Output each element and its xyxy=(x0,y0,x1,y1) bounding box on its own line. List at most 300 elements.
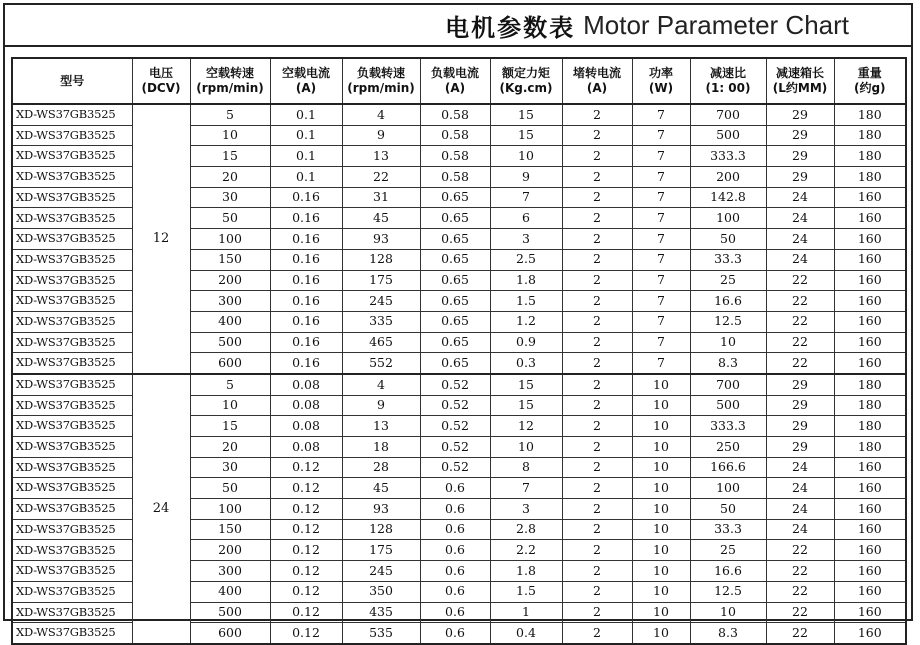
cell-gearbox-length: 22 xyxy=(766,602,834,623)
cell-no-load-speed: 5 xyxy=(190,104,270,125)
cell-no-load-speed: 30 xyxy=(190,187,270,208)
cell-stall-current: 2 xyxy=(562,125,632,146)
cell-model: XD-WS37GB3525 xyxy=(12,270,132,291)
cell-model: XD-WS37GB3525 xyxy=(12,146,132,167)
cell-rated-torque: 0.9 xyxy=(490,332,562,353)
title-english: Motor Parameter Chart xyxy=(583,9,849,40)
cell-load-speed: 13 xyxy=(342,416,420,437)
cell-no-load-speed: 150 xyxy=(190,249,270,270)
cell-load-current: 0.52 xyxy=(420,374,490,395)
cell-no-load-current: 0.12 xyxy=(270,581,342,602)
cell-power: 7 xyxy=(632,353,690,374)
cell-no-load-speed: 10 xyxy=(190,125,270,146)
cell-gearbox-length: 29 xyxy=(766,416,834,437)
cell-no-load-speed: 20 xyxy=(190,437,270,458)
cell-load-current: 0.52 xyxy=(420,395,490,416)
cell-stall-current: 2 xyxy=(562,249,632,270)
cell-load-current: 0.52 xyxy=(420,416,490,437)
cell-stall-current: 2 xyxy=(562,187,632,208)
cell-load-current: 0.65 xyxy=(420,311,490,332)
cell-load-current: 0.52 xyxy=(420,457,490,478)
cell-load-speed: 4 xyxy=(342,374,420,395)
cell-gearbox-length: 24 xyxy=(766,499,834,520)
cell-gearbox-length: 29 xyxy=(766,146,834,167)
cell-model: XD-WS37GB3525 xyxy=(12,167,132,188)
cell-no-load-speed: 15 xyxy=(190,416,270,437)
header-weight: 重量 (约g) xyxy=(834,58,906,104)
cell-power: 7 xyxy=(632,229,690,250)
cell-rated-torque: 1 xyxy=(490,602,562,623)
cell-gearbox-length: 22 xyxy=(766,561,834,582)
cell-load-speed: 93 xyxy=(342,499,420,520)
cell-reduction-ratio: 16.6 xyxy=(690,291,766,312)
cell-weight: 180 xyxy=(834,395,906,416)
cell-model: XD-WS37GB3525 xyxy=(12,499,132,520)
cell-no-load-current: 0.12 xyxy=(270,602,342,623)
cell-no-load-current: 0.12 xyxy=(270,561,342,582)
cell-load-speed: 93 xyxy=(342,229,420,250)
cell-stall-current: 2 xyxy=(562,291,632,312)
cell-reduction-ratio: 200 xyxy=(690,167,766,188)
cell-load-speed: 552 xyxy=(342,353,420,374)
header-voltage: 电压 (DCV) xyxy=(132,58,190,104)
cell-rated-torque: 12 xyxy=(490,416,562,437)
cell-no-load-speed: 200 xyxy=(190,540,270,561)
cell-model: XD-WS37GB3525 xyxy=(12,104,132,125)
cell-no-load-current: 0.16 xyxy=(270,332,342,353)
cell-no-load-current: 0.12 xyxy=(270,499,342,520)
cell-reduction-ratio: 8.3 xyxy=(690,623,766,644)
cell-no-load-current: 0.16 xyxy=(270,187,342,208)
cell-no-load-current: 0.16 xyxy=(270,249,342,270)
cell-power: 10 xyxy=(632,437,690,458)
cell-model: XD-WS37GB3525 xyxy=(12,519,132,540)
cell-power: 10 xyxy=(632,540,690,561)
cell-no-load-current: 0.08 xyxy=(270,395,342,416)
cell-no-load-current: 0.08 xyxy=(270,437,342,458)
header-rated-torque: 额定力矩 (Kg.cm) xyxy=(490,58,562,104)
cell-model: XD-WS37GB3525 xyxy=(12,437,132,458)
cell-power: 10 xyxy=(632,499,690,520)
cell-rated-torque: 1.2 xyxy=(490,311,562,332)
cell-stall-current: 2 xyxy=(562,332,632,353)
cell-no-load-current: 0.16 xyxy=(270,291,342,312)
cell-weight: 160 xyxy=(834,623,906,644)
cell-no-load-current: 0.08 xyxy=(270,374,342,395)
cell-reduction-ratio: 700 xyxy=(690,374,766,395)
cell-reduction-ratio: 16.6 xyxy=(690,561,766,582)
cell-rated-torque: 15 xyxy=(490,395,562,416)
cell-weight: 160 xyxy=(834,270,906,291)
cell-power: 7 xyxy=(632,270,690,291)
cell-reduction-ratio: 33.3 xyxy=(690,249,766,270)
header-reduction-ratio: 减速比 (1: 00) xyxy=(690,58,766,104)
cell-model: XD-WS37GB3525 xyxy=(12,187,132,208)
cell-load-speed: 435 xyxy=(342,602,420,623)
cell-reduction-ratio: 100 xyxy=(690,478,766,499)
cell-stall-current: 2 xyxy=(562,104,632,125)
cell-weight: 160 xyxy=(834,291,906,312)
cell-load-current: 0.6 xyxy=(420,499,490,520)
cell-no-load-current: 0.16 xyxy=(270,353,342,374)
cell-no-load-speed: 150 xyxy=(190,519,270,540)
cell-weight: 180 xyxy=(834,437,906,458)
cell-gearbox-length: 24 xyxy=(766,187,834,208)
cell-weight: 180 xyxy=(834,125,906,146)
cell-load-speed: 245 xyxy=(342,561,420,582)
cell-stall-current: 2 xyxy=(562,229,632,250)
cell-rated-torque: 3 xyxy=(490,499,562,520)
cell-weight: 160 xyxy=(834,353,906,374)
cell-no-load-speed: 50 xyxy=(190,478,270,499)
cell-no-load-speed: 600 xyxy=(190,623,270,644)
cell-power: 7 xyxy=(632,187,690,208)
cell-model: XD-WS37GB3525 xyxy=(12,416,132,437)
cell-no-load-current: 0.12 xyxy=(270,540,342,561)
parameter-table-wrap xyxy=(11,57,905,640)
cell-model: XD-WS37GB3525 xyxy=(12,457,132,478)
cell-no-load-current: 0.16 xyxy=(270,311,342,332)
cell-stall-current: 2 xyxy=(562,478,632,499)
cell-reduction-ratio: 142.8 xyxy=(690,187,766,208)
cell-power: 10 xyxy=(632,395,690,416)
cell-rated-torque: 7 xyxy=(490,187,562,208)
header-load-current: 负载电流 (A) xyxy=(420,58,490,104)
cell-weight: 160 xyxy=(834,332,906,353)
cell-gearbox-length: 22 xyxy=(766,540,834,561)
cell-model: XD-WS37GB3525 xyxy=(12,374,132,395)
cell-model: XD-WS37GB3525 xyxy=(12,353,132,374)
cell-rated-torque: 6 xyxy=(490,208,562,229)
cell-load-current: 0.58 xyxy=(420,125,490,146)
cell-no-load-current: 0.16 xyxy=(270,208,342,229)
cell-power: 10 xyxy=(632,623,690,644)
cell-gearbox-length: 24 xyxy=(766,208,834,229)
cell-stall-current: 2 xyxy=(562,457,632,478)
cell-reduction-ratio: 8.3 xyxy=(690,353,766,374)
cell-rated-torque: 1.5 xyxy=(490,291,562,312)
cell-load-current: 0.6 xyxy=(420,561,490,582)
cell-no-load-speed: 10 xyxy=(190,395,270,416)
cell-reduction-ratio: 333.3 xyxy=(690,416,766,437)
cell-no-load-current: 0.1 xyxy=(270,167,342,188)
cell-rated-torque: 2.5 xyxy=(490,249,562,270)
cell-no-load-current: 0.16 xyxy=(270,270,342,291)
cell-load-speed: 350 xyxy=(342,581,420,602)
cell-model: XD-WS37GB3525 xyxy=(12,623,132,644)
header-model: 型号 xyxy=(12,58,132,104)
cell-power: 7 xyxy=(632,311,690,332)
cell-gearbox-length: 24 xyxy=(766,457,834,478)
title-chinese: 电机参数表 xyxy=(445,13,576,42)
cell-model: XD-WS37GB3525 xyxy=(12,125,132,146)
cell-gearbox-length: 22 xyxy=(766,353,834,374)
cell-load-current: 0.58 xyxy=(420,146,490,167)
cell-weight: 180 xyxy=(834,104,906,125)
cell-reduction-ratio: 166.6 xyxy=(690,457,766,478)
cell-reduction-ratio: 500 xyxy=(690,395,766,416)
cell-load-speed: 245 xyxy=(342,291,420,312)
cell-no-load-speed: 500 xyxy=(190,602,270,623)
cell-weight: 160 xyxy=(834,581,906,602)
cell-load-current: 0.65 xyxy=(420,332,490,353)
cell-stall-current: 2 xyxy=(562,208,632,229)
cell-reduction-ratio: 500 xyxy=(690,125,766,146)
cell-no-load-speed: 5 xyxy=(190,374,270,395)
cell-load-current: 0.65 xyxy=(420,270,490,291)
cell-load-speed: 9 xyxy=(342,395,420,416)
cell-model: XD-WS37GB3525 xyxy=(12,602,132,623)
header-no-load-current: 空载电流 (A) xyxy=(270,58,342,104)
cell-gearbox-length: 29 xyxy=(766,437,834,458)
cell-load-current: 0.65 xyxy=(420,249,490,270)
cell-weight: 160 xyxy=(834,187,906,208)
cell-load-current: 0.6 xyxy=(420,602,490,623)
parameter-table xyxy=(11,57,907,645)
cell-stall-current: 2 xyxy=(562,499,632,520)
cell-load-current: 0.6 xyxy=(420,478,490,499)
cell-load-current: 0.6 xyxy=(420,540,490,561)
cell-weight: 180 xyxy=(834,167,906,188)
cell-stall-current: 2 xyxy=(562,437,632,458)
cell-load-speed: 45 xyxy=(342,478,420,499)
cell-no-load-speed: 400 xyxy=(190,581,270,602)
cell-power: 10 xyxy=(632,416,690,437)
cell-rated-torque: 10 xyxy=(490,437,562,458)
cell-load-current: 0.65 xyxy=(420,353,490,374)
cell-reduction-ratio: 700 xyxy=(690,104,766,125)
cell-load-current: 0.65 xyxy=(420,229,490,250)
cell-power: 7 xyxy=(632,146,690,167)
cell-gearbox-length: 24 xyxy=(766,519,834,540)
cell-no-load-current: 0.1 xyxy=(270,146,342,167)
cell-model: XD-WS37GB3525 xyxy=(12,208,132,229)
cell-gearbox-length: 24 xyxy=(766,229,834,250)
cell-stall-current: 2 xyxy=(562,602,632,623)
cell-no-load-speed: 100 xyxy=(190,229,270,250)
cell-model: XD-WS37GB3525 xyxy=(12,478,132,499)
cell-model: XD-WS37GB3525 xyxy=(12,395,132,416)
cell-stall-current: 2 xyxy=(562,167,632,188)
cell-model: XD-WS37GB3525 xyxy=(12,561,132,582)
cell-no-load-current: 0.12 xyxy=(270,519,342,540)
table-row xyxy=(12,374,906,395)
cell-reduction-ratio: 50 xyxy=(690,229,766,250)
cell-power: 10 xyxy=(632,602,690,623)
cell-reduction-ratio: 12.5 xyxy=(690,311,766,332)
cell-load-speed: 175 xyxy=(342,540,420,561)
cell-reduction-ratio: 10 xyxy=(690,332,766,353)
cell-power: 7 xyxy=(632,208,690,229)
cell-gearbox-length: 29 xyxy=(766,374,834,395)
cell-rated-torque: 0.4 xyxy=(490,623,562,644)
cell-stall-current: 2 xyxy=(562,146,632,167)
cell-load-speed: 175 xyxy=(342,270,420,291)
cell-no-load-speed: 300 xyxy=(190,291,270,312)
cell-load-speed: 465 xyxy=(342,332,420,353)
cell-stall-current: 2 xyxy=(562,311,632,332)
cell-load-speed: 535 xyxy=(342,623,420,644)
cell-gearbox-length: 29 xyxy=(766,395,834,416)
cell-reduction-ratio: 50 xyxy=(690,499,766,520)
cell-reduction-ratio: 25 xyxy=(690,270,766,291)
chart-frame xyxy=(3,3,913,640)
cell-weight: 180 xyxy=(834,416,906,437)
cell-no-load-speed: 50 xyxy=(190,208,270,229)
cell-load-speed: 13 xyxy=(342,146,420,167)
cell-weight: 180 xyxy=(834,146,906,167)
cell-weight: 160 xyxy=(834,208,906,229)
cell-voltage: 12 xyxy=(132,104,190,374)
cell-load-current: 0.6 xyxy=(420,519,490,540)
cell-no-load-current: 0.1 xyxy=(270,125,342,146)
cell-stall-current: 2 xyxy=(562,416,632,437)
cell-power: 10 xyxy=(632,478,690,499)
cell-model: XD-WS37GB3525 xyxy=(12,540,132,561)
cell-power: 7 xyxy=(632,291,690,312)
cell-reduction-ratio: 250 xyxy=(690,437,766,458)
cell-weight: 160 xyxy=(834,519,906,540)
cell-no-load-speed: 20 xyxy=(190,167,270,188)
cell-power: 7 xyxy=(632,332,690,353)
header-no-load-speed: 空载转速 (rpm/min) xyxy=(190,58,270,104)
cell-rated-torque: 3 xyxy=(490,229,562,250)
cell-no-load-current: 0.1 xyxy=(270,104,342,125)
cell-weight: 160 xyxy=(834,457,906,478)
cell-reduction-ratio: 333.3 xyxy=(690,146,766,167)
cell-model: XD-WS37GB3525 xyxy=(12,581,132,602)
cell-rated-torque: 1.8 xyxy=(490,561,562,582)
cell-stall-current: 2 xyxy=(562,374,632,395)
cell-load-speed: 128 xyxy=(342,519,420,540)
cell-weight: 160 xyxy=(834,311,906,332)
header-gearbox-length: 减速箱长 (L约MM) xyxy=(766,58,834,104)
cell-rated-torque: 8 xyxy=(490,457,562,478)
cell-load-current: 0.65 xyxy=(420,208,490,229)
cell-stall-current: 2 xyxy=(562,540,632,561)
cell-weight: 160 xyxy=(834,499,906,520)
cell-power: 10 xyxy=(632,519,690,540)
cell-load-speed: 128 xyxy=(342,249,420,270)
cell-rated-torque: 1.8 xyxy=(490,270,562,291)
cell-weight: 160 xyxy=(834,602,906,623)
cell-weight: 160 xyxy=(834,229,906,250)
cell-stall-current: 2 xyxy=(562,581,632,602)
cell-no-load-current: 0.12 xyxy=(270,457,342,478)
cell-gearbox-length: 29 xyxy=(766,125,834,146)
cell-rated-torque: 15 xyxy=(490,104,562,125)
cell-weight: 160 xyxy=(834,478,906,499)
cell-model: XD-WS37GB3525 xyxy=(12,311,132,332)
cell-rated-torque: 1.5 xyxy=(490,581,562,602)
cell-no-load-current: 0.08 xyxy=(270,416,342,437)
header-row xyxy=(12,58,906,104)
cell-power: 7 xyxy=(632,167,690,188)
cell-gearbox-length: 22 xyxy=(766,623,834,644)
cell-model: XD-WS37GB3525 xyxy=(12,291,132,312)
cell-reduction-ratio: 33.3 xyxy=(690,519,766,540)
cell-gearbox-length: 24 xyxy=(766,249,834,270)
cell-rated-torque: 2.2 xyxy=(490,540,562,561)
cell-load-current: 0.58 xyxy=(420,104,490,125)
cell-power: 10 xyxy=(632,457,690,478)
cell-load-speed: 31 xyxy=(342,187,420,208)
cell-no-load-speed: 500 xyxy=(190,332,270,353)
cell-gearbox-length: 24 xyxy=(766,478,834,499)
cell-weight: 160 xyxy=(834,249,906,270)
cell-gearbox-length: 22 xyxy=(766,291,834,312)
cell-gearbox-length: 29 xyxy=(766,104,834,125)
cell-load-speed: 22 xyxy=(342,167,420,188)
cell-no-load-speed: 400 xyxy=(190,311,270,332)
cell-power: 10 xyxy=(632,561,690,582)
cell-no-load-current: 0.12 xyxy=(270,478,342,499)
cell-stall-current: 2 xyxy=(562,270,632,291)
header-stall-current: 堵转电流 (A) xyxy=(562,58,632,104)
cell-load-speed: 4 xyxy=(342,104,420,125)
cell-rated-torque: 15 xyxy=(490,374,562,395)
cell-stall-current: 2 xyxy=(562,353,632,374)
cell-reduction-ratio: 100 xyxy=(690,208,766,229)
cell-rated-torque: 15 xyxy=(490,125,562,146)
header-power: 功率 (W) xyxy=(632,58,690,104)
cell-no-load-speed: 200 xyxy=(190,270,270,291)
cell-gearbox-length: 22 xyxy=(766,270,834,291)
cell-no-load-speed: 300 xyxy=(190,561,270,582)
cell-load-speed: 28 xyxy=(342,457,420,478)
cell-power: 10 xyxy=(632,581,690,602)
cell-stall-current: 2 xyxy=(562,519,632,540)
cell-rated-torque: 0.3 xyxy=(490,353,562,374)
cell-rated-torque: 2.8 xyxy=(490,519,562,540)
cell-no-load-speed: 30 xyxy=(190,457,270,478)
cell-reduction-ratio: 25 xyxy=(690,540,766,561)
cell-load-speed: 335 xyxy=(342,311,420,332)
cell-load-current: 0.65 xyxy=(420,187,490,208)
title-bar xyxy=(5,5,911,47)
cell-rated-torque: 9 xyxy=(490,167,562,188)
cell-no-load-current: 0.16 xyxy=(270,229,342,250)
cell-no-load-speed: 100 xyxy=(190,499,270,520)
cell-no-load-speed: 15 xyxy=(190,146,270,167)
cell-weight: 160 xyxy=(834,540,906,561)
cell-model: XD-WS37GB3525 xyxy=(12,249,132,270)
cell-gearbox-length: 29 xyxy=(766,167,834,188)
cell-reduction-ratio: 10 xyxy=(690,602,766,623)
cell-stall-current: 2 xyxy=(562,623,632,644)
cell-gearbox-length: 22 xyxy=(766,311,834,332)
cell-model: XD-WS37GB3525 xyxy=(12,332,132,353)
cell-load-current: 0.52 xyxy=(420,437,490,458)
cell-power: 7 xyxy=(632,104,690,125)
table-body xyxy=(12,104,906,644)
cell-model: XD-WS37GB3525 xyxy=(12,229,132,250)
cell-load-speed: 9 xyxy=(342,125,420,146)
cell-rated-torque: 10 xyxy=(490,146,562,167)
cell-stall-current: 2 xyxy=(562,561,632,582)
cell-power: 10 xyxy=(632,374,690,395)
cell-no-load-current: 0.12 xyxy=(270,623,342,644)
cell-load-current: 0.6 xyxy=(420,581,490,602)
cell-voltage: 24 xyxy=(132,374,190,644)
cell-weight: 160 xyxy=(834,561,906,582)
cell-power: 7 xyxy=(632,125,690,146)
cell-no-load-speed: 600 xyxy=(190,353,270,374)
cell-load-current: 0.6 xyxy=(420,623,490,644)
cell-load-speed: 18 xyxy=(342,437,420,458)
cell-load-current: 0.65 xyxy=(420,291,490,312)
cell-rated-torque: 7 xyxy=(490,478,562,499)
